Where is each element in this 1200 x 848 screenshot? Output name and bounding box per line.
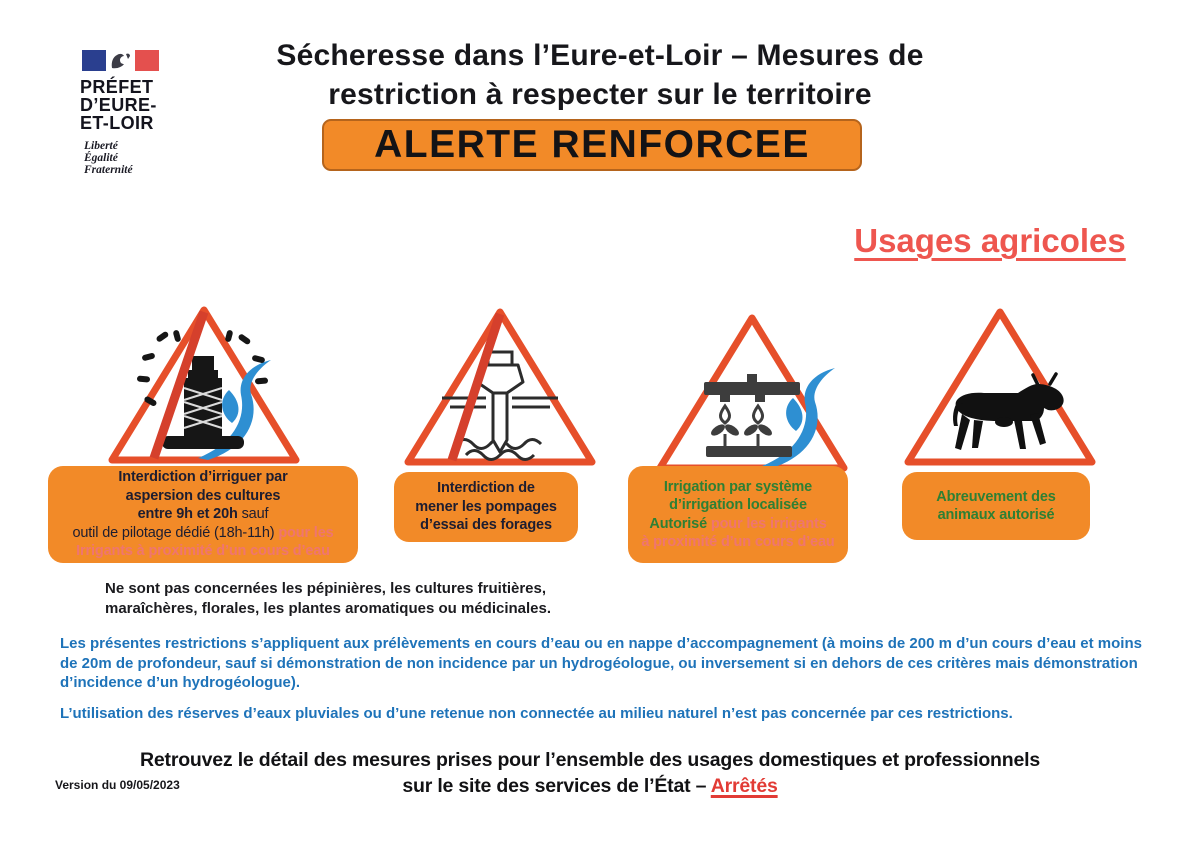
label-segment: pour les <box>274 524 334 541</box>
drip-irrigation-authorized-icon <box>652 308 852 478</box>
alert-level-banner: ALERTE RENFORCEE <box>322 119 862 171</box>
motto-line: Liberté <box>84 140 118 152</box>
label-line <box>51 505 355 524</box>
panel-label-irrigation-localisee <box>628 466 848 563</box>
section-heading-usages-agricoles: Usages agricoles <box>854 222 1126 259</box>
prefet-line: ET-LOIR <box>80 113 154 133</box>
version-label: Version du 09/05/2023 <box>55 778 180 792</box>
label-line: d’irrigation localisée <box>669 497 807 513</box>
panel-label-forages <box>394 472 578 542</box>
label-line: animaux autorisé <box>937 507 1055 523</box>
panel-label-aspersion <box>48 466 358 563</box>
label-segment: entre 9h et 20h <box>137 506 238 523</box>
label-line: Irrigation par système <box>663 478 813 495</box>
label-line: Interdiction de <box>437 480 535 497</box>
note-rainwater-reserves: L’utilisation des réserves d’eaux pluviales ou d’une retenue non connectée au milieu naturel n’est pas concernée par ces restrictions. <box>60 705 1013 722</box>
label-segment: outil de pilotage dédié (18h-11h) <box>72 524 275 541</box>
note-restrictions-scope: Les présentes restrictions s’appliquent aux prélèvements en cours d’eau ou en nappe d’accompagnement (à moins de 200 m d’un cours d’eau et moins de 20m de profondeur, sauf si démonstration de non incidence par un hydrogéologue, ou inversement si en dehors de ces critères mais démonstration d’incidence d’un hydrogéologue). <box>60 635 1142 691</box>
republic-motto <box>84 140 260 176</box>
footer-message <box>70 747 1110 799</box>
page-title <box>150 36 1050 114</box>
page-title-line1: Sécheresse dans l’Eure-et-Loir – Mesures de <box>276 39 924 72</box>
label-segment: Autorisé <box>649 515 707 532</box>
label-line: à proximité d’un cours d’eau <box>641 534 835 550</box>
label-line: Interdiction d’irriguer par <box>118 469 288 486</box>
sprinkler-irrigation-prohibited-icon <box>104 300 304 470</box>
prefet-line: D’EURE- <box>80 95 157 115</box>
prefet-line: PRÉFET <box>80 77 154 97</box>
label-line: Abreuvement des <box>936 488 1056 505</box>
page-title-line2: restriction à respecter sur le territoire <box>328 78 872 111</box>
well-test-pumping-prohibited-icon <box>400 302 600 472</box>
motto-line: Fraternité <box>84 164 133 176</box>
label-line: aspersion des cultures <box>125 487 281 504</box>
cow-watering-authorized-icon <box>900 302 1100 472</box>
panel-label-abreuvement <box>902 472 1090 540</box>
label-segment: pour les irrigants <box>707 515 827 532</box>
label-line <box>51 524 355 543</box>
label-line: mener les pompages <box>415 498 557 515</box>
footer-line2 <box>70 773 1110 799</box>
motto-line: Égalité <box>84 152 118 164</box>
label-line <box>631 515 845 534</box>
arretes-link[interactable]: Arrêtés <box>710 775 778 797</box>
label-segment: sauf <box>237 506 269 523</box>
label-line: Irrigants à proximité d’un cours d’eau <box>76 543 330 560</box>
footer-line2-text: sur le site des services de l’État – <box>402 775 711 797</box>
label-line: d’essai des forages <box>420 517 552 534</box>
note-exempt-crops: Ne sont pas concernées les pépinières, les cultures fruitières, maraîchères, florales, les plantes aromatiques ou médicinales. <box>105 580 552 617</box>
footer-line1: Retrouvez le détail des mesures prises pour l’ensemble des usages domestiques et professionnels <box>140 749 1040 771</box>
